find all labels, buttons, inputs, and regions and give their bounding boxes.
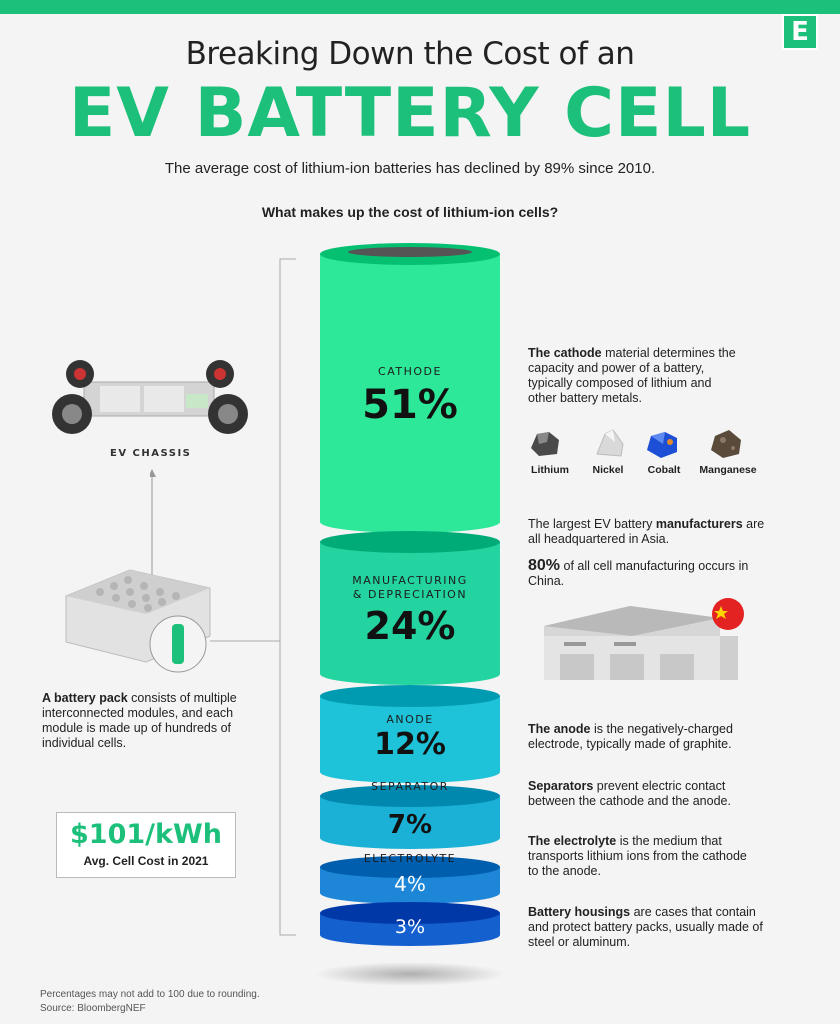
housing-description: Battery housings are cases that contain and protect battery packs, usually made of steel or aluminum.: [528, 905, 763, 949]
segment-value-separator: 7%: [387, 810, 433, 840]
manganese-rock-icon: [711, 430, 741, 458]
source: Source: BloombergNEF: [40, 1003, 146, 1014]
chart-question: What makes up the cost of lithium-ion cells?: [261, 204, 559, 220]
metal-rocks: [525, 426, 765, 462]
cobalt-rock-icon: [647, 432, 677, 458]
segment-value-electrolyte: 4%: [394, 872, 426, 896]
battery-pack-description: A battery pack consists of multiple interconnected modules, and each module is made up of hundreds of individual cells.: [42, 691, 237, 750]
subtitle: The average cost of lithium-ion batteries has declined by 89% since 2010.: [164, 160, 656, 177]
anode-description: The anode is the negatively-charged electrode, typically made of graphite.: [528, 722, 733, 751]
title-line-2: EV BATTERY CELL: [68, 74, 752, 153]
segment-label-manufacturing-1: MANUFACTURING: [352, 574, 468, 587]
segment-value-cathode: 51%: [362, 382, 458, 428]
top-accent-bar: [0, 0, 840, 14]
segment-label-anode: ANODE: [386, 713, 434, 726]
battery-shadow: [315, 962, 505, 986]
lithium-rock-icon: [531, 432, 559, 456]
separator-description: Separators prevent electric contact between the cathode and the anode.: [528, 779, 731, 808]
cathode-description: The cathode material determines the capacity and power of a battery, typically composed of lithium and other battery metals.: [528, 346, 736, 405]
segment-label-manufacturing-2: & DEPRECIATION: [352, 588, 468, 601]
segment-label-electrolyte: ELECTROLYTE: [363, 852, 457, 865]
battery-module-illustration: [60, 566, 220, 676]
segment-value-anode: 12%: [374, 727, 446, 762]
segment-value-housing: 3%: [394, 916, 426, 938]
metal-label-cobalt: Cobalt: [647, 464, 681, 476]
segment-label-cathode: CATHODE: [378, 365, 442, 378]
metal-label-manganese: Manganese: [699, 464, 757, 476]
brand-logo: E: [782, 14, 818, 50]
segment-label-separator: SEPARATOR: [371, 780, 449, 793]
segment-value-manufacturing: 24%: [364, 604, 456, 648]
factory-illustration: [540, 596, 760, 692]
ev-chassis-caption: EV CHASSIS: [110, 448, 192, 459]
avg-cost-box: [56, 812, 236, 878]
avg-cost-value: $101/kWh: [70, 819, 222, 850]
title-line-1: Breaking Down the Cost of an: [185, 36, 635, 72]
electrolyte-description: The electrolyte is the medium that transports lithium ions from the cathode to the anode.: [528, 834, 747, 878]
manufacturers-description: The largest EV battery manufacturers are all headquartered in Asia.: [528, 517, 765, 546]
metal-label-lithium: Lithium: [531, 464, 569, 476]
nickel-rock-icon: [597, 430, 623, 456]
china-description: 80% of all cell manufacturing occurs in China.: [528, 557, 749, 588]
footnote: Percentages may not add to 100 due to rounding.: [40, 989, 260, 1000]
ev-chassis-illustration: [44, 356, 256, 440]
metal-label-nickel: Nickel: [592, 464, 624, 476]
avg-cost-label: Avg. Cell Cost in 2021: [83, 854, 209, 868]
china-flag-icon: [712, 598, 744, 630]
